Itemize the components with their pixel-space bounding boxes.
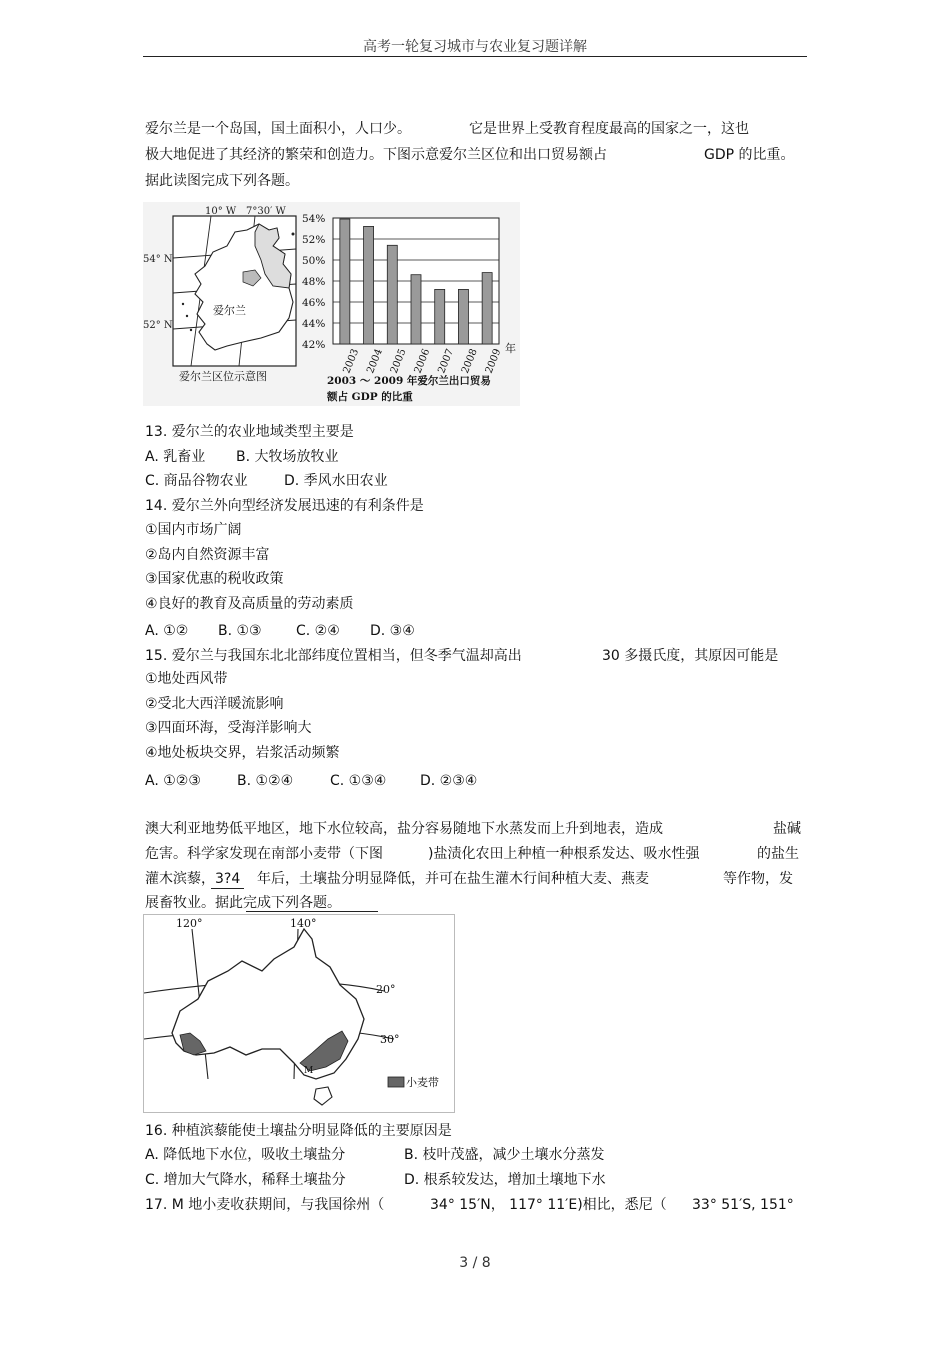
q14-option-a: A. ①② <box>145 623 189 639</box>
passage2-line1b: 盐碱 <box>773 821 801 837</box>
legend-swatch <box>388 1077 404 1087</box>
chart-bar-2009 <box>482 273 492 344</box>
map-caption: 爱尔兰区位示意图 <box>179 370 267 383</box>
chart-y-tick-label: 50% <box>302 255 326 267</box>
passage2-line4: 展畜牧业。据此完成下列各题。 <box>145 895 341 911</box>
q13-option-b: B. 大牧场放牧业 <box>236 449 339 465</box>
figure2-lon-140: 140° <box>290 917 317 930</box>
chart-x-tick-label: 2007 <box>436 347 457 376</box>
passage1-line1a: 爱尔兰是一个岛国，国土面积小，人口少。 <box>145 121 411 137</box>
q13-option-a: A. 乳畜业 <box>145 449 206 465</box>
chart-x-tick-label: 2006 <box>412 347 433 376</box>
q15-option-d: D. ②③④ <box>420 773 478 789</box>
chart-x-tick-label: 2003 <box>341 347 362 376</box>
q15-item-4: ④地处板块交界，岩浆活动频繁 <box>145 745 340 761</box>
passage2-line2c: 的盐生 <box>757 846 799 862</box>
q13-stem: 13. 爱尔兰的农业地域类型主要是 <box>145 424 354 440</box>
figure2-region-m: M <box>304 1066 314 1076</box>
q15-item-1: ①地处西风带 <box>145 671 228 687</box>
export-gdp-chart <box>302 213 516 403</box>
passage2-years: 3?4 <box>211 870 244 889</box>
figure-australia-svg <box>144 915 454 1112</box>
chart-y-tick-label: 48% <box>302 276 326 288</box>
q13-option-d: D. 季风水田农业 <box>284 473 388 489</box>
q14-stem: 14. 爱尔兰外向型经济发展迅速的有利条件是 <box>145 498 424 514</box>
passage2-line3a: 灌木滨藜， <box>145 871 215 887</box>
q16-option-c: C. 增加大气降水，稀释土壤盐分 <box>145 1172 346 1188</box>
passage2-line1a: 澳大利亚地势低平地区，地下水位较高，盐分容易随地下水蒸发而上升到地表，造成 <box>145 821 663 837</box>
passage2-line3c: 年后，土壤盐分明显降低，并可在盐生灌木行间种植大麦、燕麦 <box>257 871 649 887</box>
page-number: 3 / 8 <box>459 1255 491 1271</box>
chart-x-tick-label: 2005 <box>388 347 409 376</box>
page-header-title: 高考一轮复习城市与农业复习题详解 <box>363 39 587 55</box>
q17-stem-c: 33° 51′S, 151° <box>692 1197 794 1213</box>
map-lat-54n: 54° N <box>143 254 173 265</box>
q16-option-d: D. 根系较发达，增加土壤地下水 <box>404 1172 606 1188</box>
q14-item-2: ②岛内自然资源丰富 <box>145 547 270 563</box>
map-lat-52n: 52° N <box>143 320 173 331</box>
q14-option-d: D. ③④ <box>370 623 415 639</box>
passage2-line2a: 危害。科学家发现在南部小麦带（下图 <box>145 846 383 862</box>
header-rule <box>143 56 807 57</box>
figure2-legend-label: 小麦带 <box>406 1076 439 1089</box>
passage2-underline <box>246 911 378 912</box>
passage1-line2b: GDP 的比重。 <box>704 147 795 163</box>
chart-bar-2007 <box>435 289 445 344</box>
q14-item-4: ④良好的教育及高质量的劳动素质 <box>145 596 354 612</box>
q14-item-1: ①国内市场广阔 <box>145 522 242 538</box>
chart-bar-2006 <box>411 275 421 344</box>
chart-bar-2008 <box>458 289 468 344</box>
map-country-label: 爱尔兰 <box>213 304 246 317</box>
chart-xlabel: 年 <box>505 342 516 355</box>
passage1-line3: 据此读图完成下列各题。 <box>145 173 299 189</box>
chart-y-tick-label: 42% <box>302 339 326 351</box>
q15-option-b: B. ①②④ <box>237 773 294 789</box>
q15-option-a: A. ①②③ <box>145 773 201 789</box>
figure2-lat-30: 30° <box>380 1033 400 1046</box>
map-lon-10w: 10° W <box>205 206 237 217</box>
q17-stem-b: 34° 15′N， 117° 11′E)相比，悉尼（ <box>430 1197 667 1213</box>
q15-stem-b: 30 多摄氏度，其原因可能是 <box>602 648 779 664</box>
chart-y-ticks <box>302 213 325 351</box>
chart-bar-2004 <box>364 226 374 344</box>
figure-ireland <box>143 202 520 406</box>
figure-ireland-svg <box>143 202 520 406</box>
q15-item-3: ③四面环海，受海洋影响大 <box>145 720 312 736</box>
passage2-line2b: )盐渍化农田上种植一种根系发达、吸水性强 <box>428 846 700 862</box>
chart-x-tick-label: 2004 <box>365 347 385 376</box>
q13-option-c: C. 商品谷物农业 <box>145 473 248 489</box>
q15-stem-a: 15. 爱尔兰与我国东北北部纬度位置相当，但冬季气温却高出 <box>145 648 522 664</box>
chart-caption-line1: 2003 ～ 2009 年爱尔兰出口贸易 <box>327 375 491 387</box>
q15-item-2: ②受北大西洋暖流影响 <box>145 696 284 712</box>
chart-y-tick-label: 52% <box>302 234 326 246</box>
figure-australia <box>143 914 455 1113</box>
q16-option-b: B. 枝叶茂盛，减少土壤水分蒸发 <box>404 1147 605 1163</box>
q14-option-b: B. ①③ <box>218 623 262 639</box>
passage1-line2a: 极大地促进了其经济的繁荣和创造力。下图示意爱尔兰区位和出口贸易额占 <box>145 147 607 163</box>
q15-option-c: C. ①③④ <box>330 773 387 789</box>
q14-item-3: ③国家优惠的税收政策 <box>145 571 284 587</box>
ireland-map <box>143 206 296 383</box>
q16-stem: 16. 种植滨藜能使土壤盐分明显降低的主要原因是 <box>145 1123 452 1139</box>
chart-bar-2003 <box>340 219 350 344</box>
q14-option-c: C. ②④ <box>296 623 340 639</box>
chart-y-tick-label: 54% <box>302 213 326 225</box>
chart-caption-line2: 额占 GDP 的比重 <box>327 391 413 403</box>
chart-y-tick-label: 44% <box>302 318 326 330</box>
chart-x-tick-label: 2008 <box>460 347 480 376</box>
q17-stem-a: 17. M 地小麦收获期间，与我国徐州（ <box>145 1197 385 1213</box>
chart-x-ticks <box>341 347 503 375</box>
passage2-line3d: 等作物，发 <box>723 871 793 887</box>
q16-option-a: A. 降低地下水位，吸收土壤盐分 <box>145 1147 346 1163</box>
passage1-line1b: 它是世界上受教育程度最高的国家之一，这也 <box>469 121 749 137</box>
chart-bar-2005 <box>387 245 397 344</box>
figure2-lon-120: 120° <box>176 917 203 930</box>
map-lon-7-30w: 7°30′ W <box>246 206 286 217</box>
figure2-lat-20: 20° <box>376 983 396 996</box>
chart-x-tick-label: 2009 <box>483 347 504 376</box>
chart-y-tick-label: 46% <box>302 297 326 309</box>
